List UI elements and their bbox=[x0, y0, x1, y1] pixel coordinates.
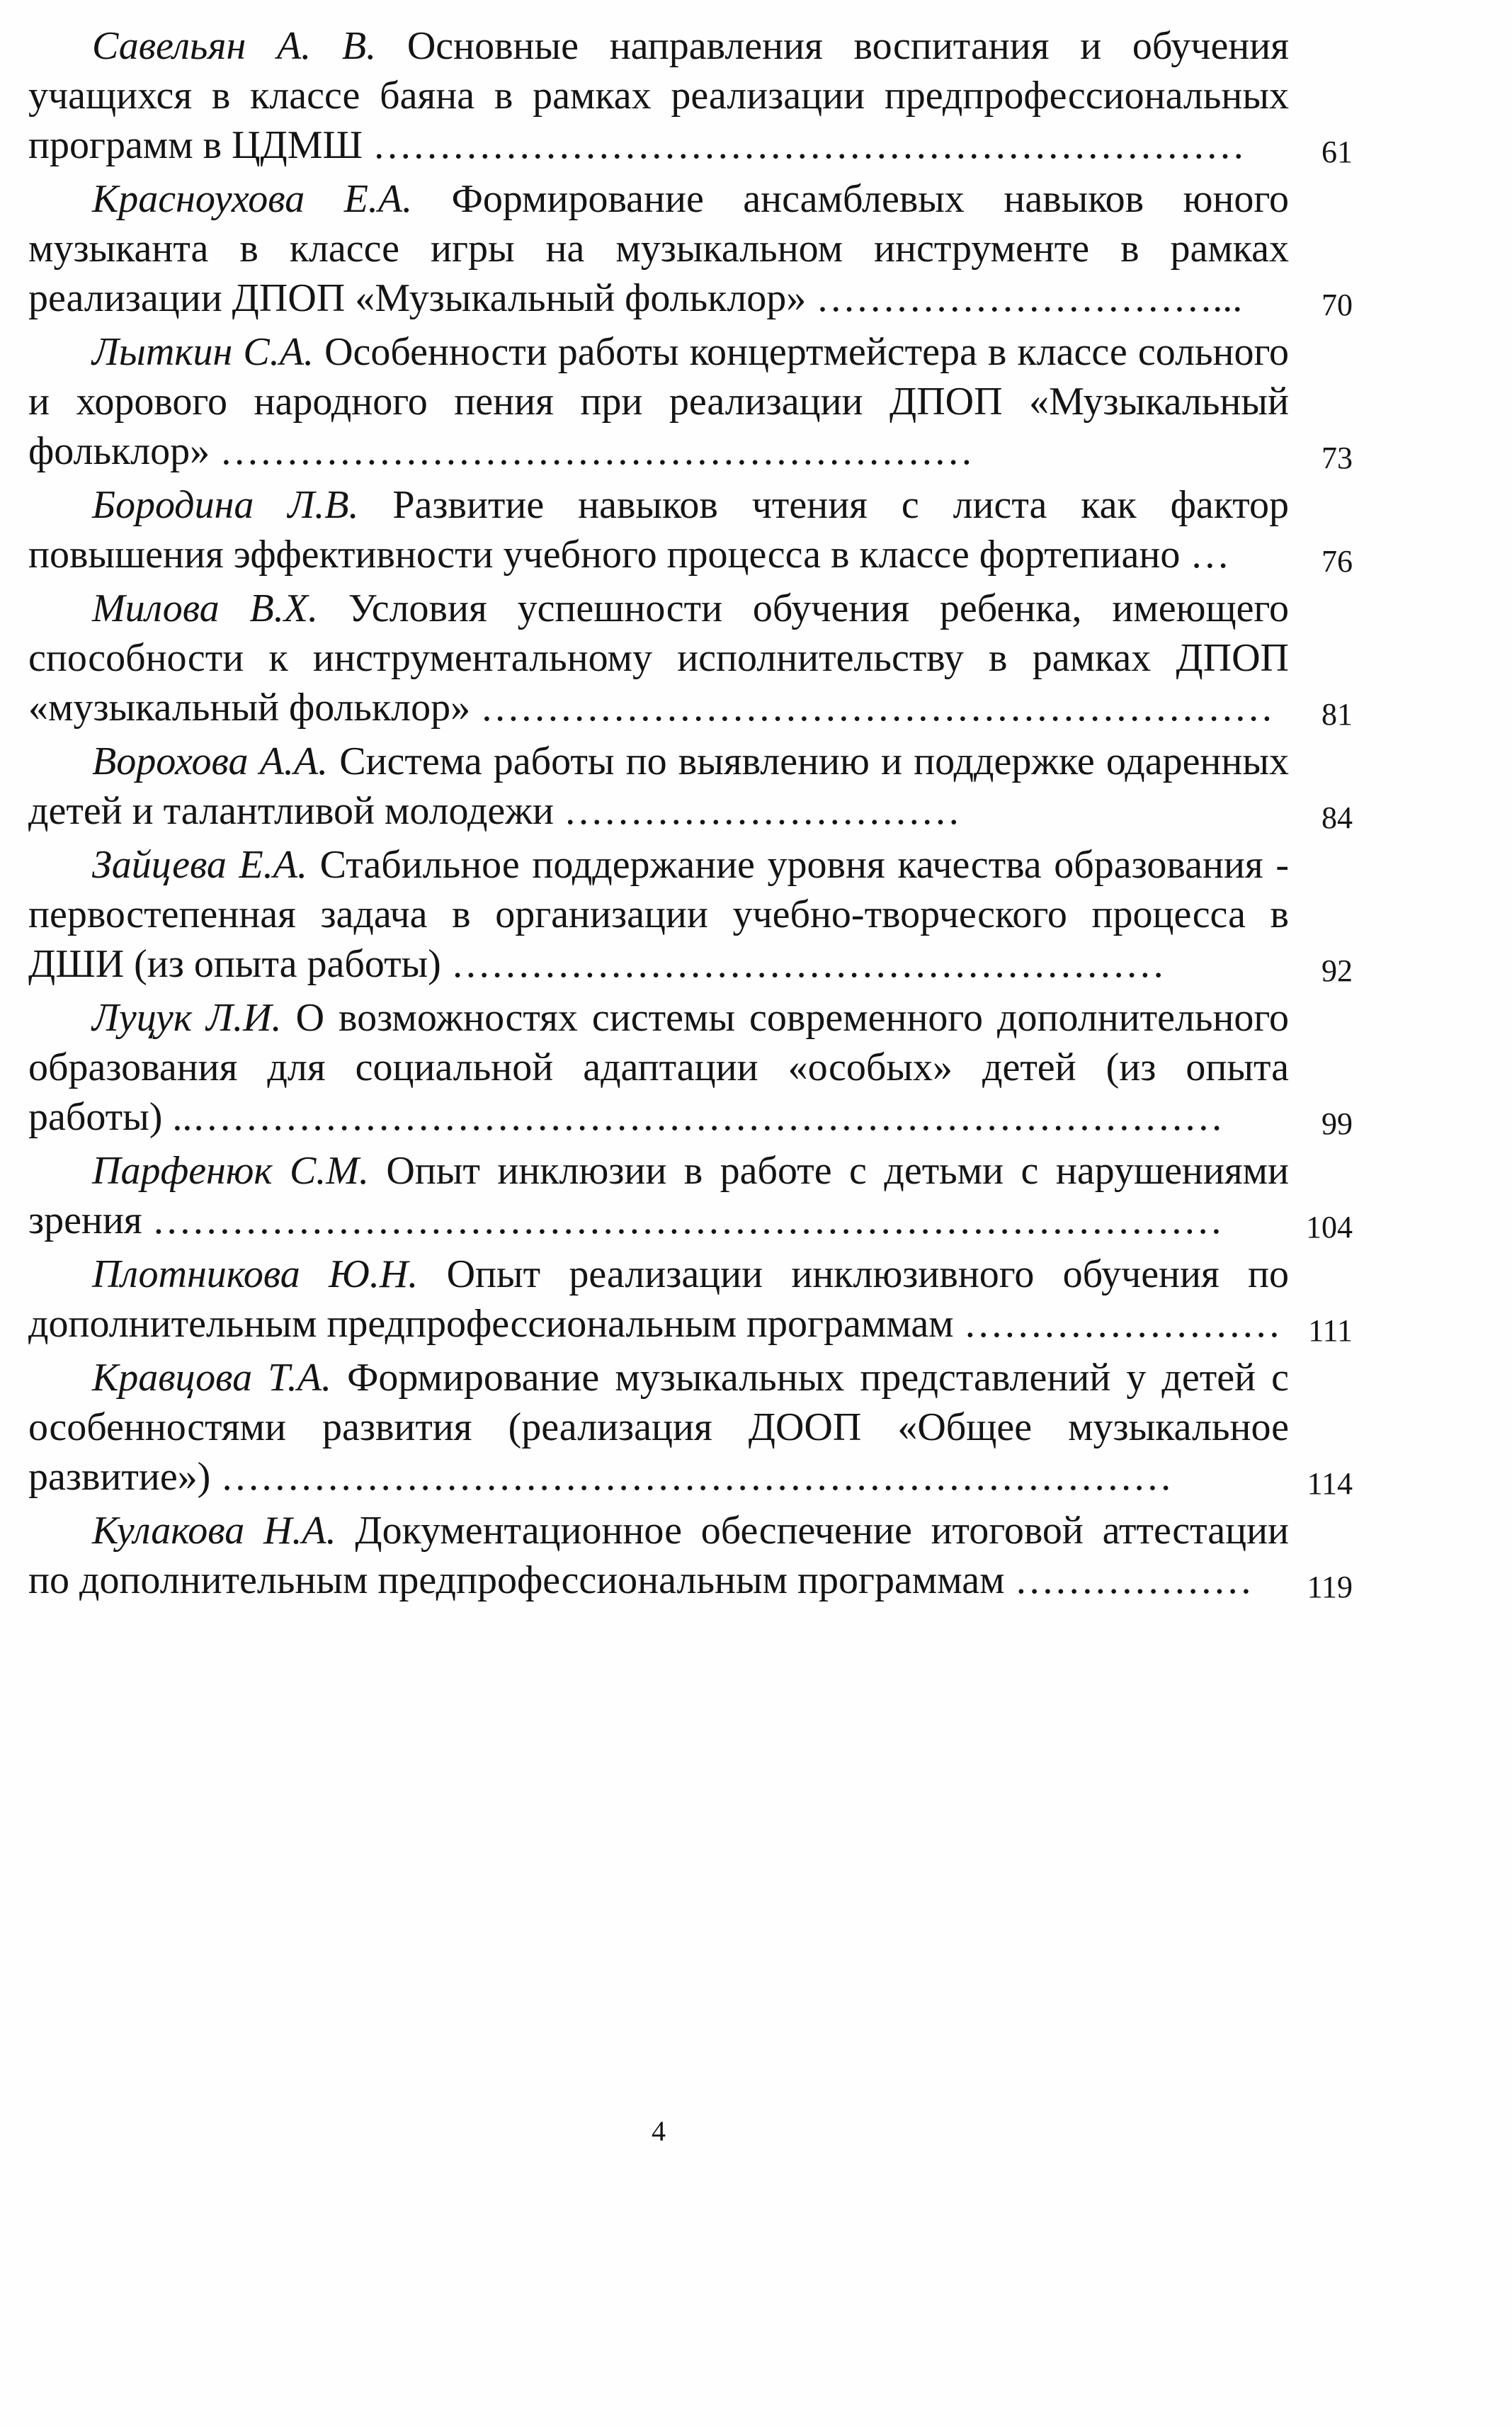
toc-entry-text bbox=[28, 21, 1289, 170]
toc-author: Красноухова Е.А. bbox=[92, 177, 413, 221]
toc-title: Формирование ансамблевых навыков юного музыканта в классе игры на музыкальном инструменте в рамках реализации ДПОП «Музыкальный фольклор» …………………………... bbox=[28, 177, 1289, 320]
toc-page-number: 61 bbox=[1321, 135, 1353, 169]
toc-title: Формирование музыкальных представлений у детей с особенностями развития (реализация ДООП «Общее музыкальное развитие») ……………………………………………………………… bbox=[28, 1356, 1289, 1499]
toc-title: Документационное обеспечение итоговой аттестации по дополнительным предпрофессиональным программам ……………… bbox=[28, 1509, 1290, 1602]
toc-title: Условия успешности обучения ребенка, имеющего способности к инструментальному исполнительству в рамках ДПОП «музыкальный фольклор» …………………………………………………… bbox=[28, 586, 1289, 730]
toc-entry-text bbox=[28, 737, 1289, 836]
toc-title: Особенности работы концертмейстера в классе сольного и хорового народного пения при реализации ДПОП «Музыкальный фольклор» ………………………………………………… bbox=[28, 330, 1290, 473]
toc-author: Парфенюк С.М. bbox=[92, 1149, 369, 1193]
toc-page-number: 104 bbox=[1306, 1210, 1353, 1245]
toc-entry bbox=[28, 1146, 1374, 1245]
toc-entry bbox=[28, 993, 1374, 1142]
toc-title: Стабильное поддержание уровня качества образования - первостепенная задача в организации учебно-творческого процесса в ДШИ (из опыта работы) ……………………………………………… bbox=[28, 843, 1289, 986]
toc-page-number: 84 bbox=[1321, 800, 1353, 835]
table-of-contents bbox=[28, 21, 1374, 1609]
toc-author: Кравцова Т.А. bbox=[92, 1356, 332, 1400]
toc-entry bbox=[28, 174, 1374, 323]
toc-entry-text bbox=[28, 1506, 1289, 1605]
toc-entry-text bbox=[28, 480, 1289, 579]
toc-author: Бородина Л.В. bbox=[92, 483, 359, 527]
toc-page-number: 111 bbox=[1308, 1313, 1353, 1348]
toc-entry bbox=[28, 327, 1374, 476]
toc-page-number: 73 bbox=[1321, 441, 1353, 475]
toc-author: Луцук Л.И. bbox=[92, 996, 282, 1040]
toc-title: О возможностях системы современного дополнительного образования для социальной адаптации «особых» детей (из опыта работы) ..…………………………………………………………………… bbox=[28, 996, 1290, 1139]
toc-author: Ворохова А.А. bbox=[92, 739, 329, 783]
toc-title: Система работы по выявлению и поддержке одаренных детей и талантливой молодежи ………………………… bbox=[28, 739, 1289, 833]
toc-author: Кулакова Н.А. bbox=[92, 1509, 336, 1553]
toc-entry-text bbox=[28, 174, 1289, 323]
toc-page-number: 70 bbox=[1321, 288, 1353, 322]
toc-page-number: 76 bbox=[1321, 544, 1353, 579]
toc-page-number: 81 bbox=[1321, 697, 1353, 732]
toc-author: Милова В.Х. bbox=[92, 586, 318, 630]
page-number-footer: 4 bbox=[652, 2115, 666, 2147]
toc-page-number: 114 bbox=[1307, 1466, 1353, 1501]
toc-entry bbox=[28, 1249, 1374, 1349]
toc-author: Лыткин С.А. bbox=[92, 330, 314, 374]
toc-entry-text bbox=[28, 1249, 1289, 1349]
toc-author: Савельян А. В. bbox=[92, 24, 377, 68]
toc-title: Опыт реализации инклюзивного обучения по дополнительным предпрофессиональным программам …………………… bbox=[28, 1252, 1290, 1346]
toc-entry-text bbox=[28, 327, 1289, 476]
toc-entry-text bbox=[28, 584, 1289, 732]
toc-entry bbox=[28, 840, 1374, 989]
toc-entry bbox=[28, 1506, 1374, 1605]
toc-entry-text bbox=[28, 1146, 1289, 1245]
toc-entry-text bbox=[28, 840, 1289, 989]
toc-author: Плотникова Ю.Н. bbox=[92, 1252, 419, 1296]
toc-entry bbox=[28, 1353, 1374, 1502]
toc-entry bbox=[28, 480, 1374, 579]
toc-entry-text bbox=[28, 993, 1289, 1142]
toc-entry bbox=[28, 21, 1374, 170]
toc-entry-text bbox=[28, 1353, 1289, 1502]
toc-page-number: 92 bbox=[1321, 953, 1353, 988]
toc-title: Опыт инклюзии в работе с детьми с нарушениями зрения ……………………………………………………………………… bbox=[28, 1149, 1290, 1242]
toc-page-number: 99 bbox=[1321, 1106, 1353, 1141]
toc-title: Развитие навыков чтения с листа как фактор повышения эффективности учебного процесса в классе фортепиано … bbox=[28, 483, 1289, 577]
toc-entry bbox=[28, 584, 1374, 732]
toc-page-number: 119 bbox=[1307, 1570, 1353, 1604]
toc-author: Зайцева Е.А. bbox=[92, 843, 307, 887]
toc-title: Основные направления воспитания и обучения учащихся в классе баяна в рамках реализации предпрофессиональных программ в ЦДМШ ………………………………………………………… bbox=[28, 24, 1290, 167]
toc-entry bbox=[28, 737, 1374, 836]
